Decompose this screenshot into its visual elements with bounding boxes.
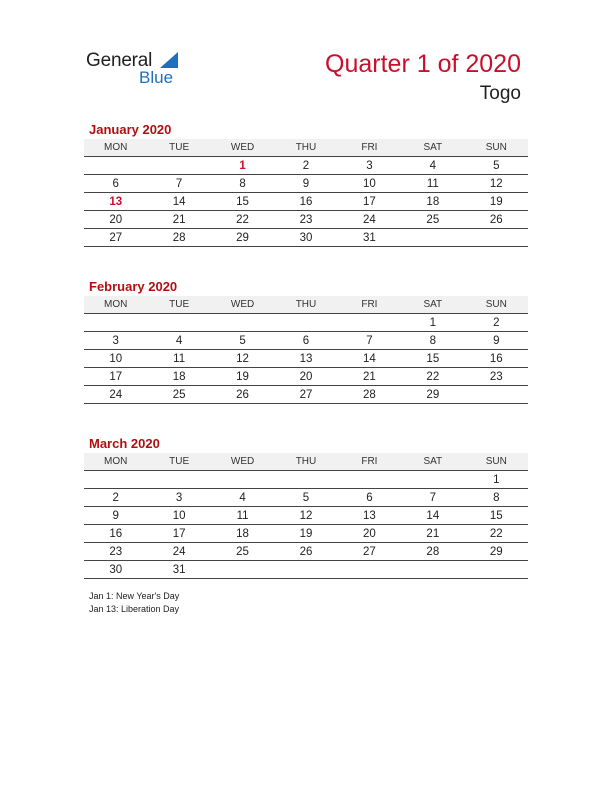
day-cell: 13 (84, 193, 147, 211)
week-row (84, 368, 528, 386)
day-cell: 17 (338, 193, 401, 211)
day-cell: 2 (465, 314, 528, 332)
weekday-header: FRI (338, 139, 401, 157)
day-cell: 15 (401, 350, 464, 368)
day-cell: 26 (465, 211, 528, 229)
empty-day-cell (338, 314, 401, 332)
day-cell: 7 (338, 332, 401, 350)
week-row (84, 332, 528, 350)
day-cell: 18 (147, 368, 210, 386)
day-cell: 3 (338, 157, 401, 175)
week-row (84, 525, 528, 543)
day-cell: 8 (211, 175, 274, 193)
day-cell: 28 (401, 543, 464, 561)
empty-day-cell (274, 471, 337, 489)
day-cell: 19 (465, 193, 528, 211)
day-cell: 21 (147, 211, 210, 229)
empty-day-cell (401, 229, 464, 247)
weekday-header: WED (211, 296, 274, 314)
day-cell: 15 (465, 507, 528, 525)
weekday-header: MON (84, 139, 147, 157)
day-cell: 4 (211, 489, 274, 507)
day-cell: 8 (465, 489, 528, 507)
day-cell: 7 (401, 489, 464, 507)
day-cell: 12 (211, 350, 274, 368)
day-cell: 1 (465, 471, 528, 489)
week-row (84, 229, 528, 247)
day-cell: 4 (147, 332, 210, 350)
day-cell: 24 (84, 386, 147, 404)
weekday-header: TUE (147, 453, 210, 471)
holiday-notes (89, 590, 179, 616)
day-cell: 5 (211, 332, 274, 350)
empty-day-cell (147, 314, 210, 332)
day-cell: 27 (84, 229, 147, 247)
day-cell: 22 (401, 368, 464, 386)
weekday-header: SAT (401, 296, 464, 314)
weekday-header: WED (211, 139, 274, 157)
day-cell: 21 (401, 525, 464, 543)
country-name: Togo (479, 83, 521, 104)
month-title: February 2020 (89, 279, 178, 294)
day-cell: 16 (84, 525, 147, 543)
empty-day-cell (211, 471, 274, 489)
day-cell: 17 (147, 525, 210, 543)
day-cell: 16 (274, 193, 337, 211)
calendar-table (84, 453, 528, 579)
holiday-note: Jan 1: New Year's Day (89, 591, 180, 601)
day-cell: 25 (147, 386, 210, 404)
empty-day-cell (84, 157, 147, 175)
empty-day-cell (465, 561, 528, 579)
empty-day-cell (465, 229, 528, 247)
day-cell: 25 (211, 543, 274, 561)
week-row (84, 175, 528, 193)
day-cell: 18 (401, 193, 464, 211)
week-row (84, 471, 528, 489)
empty-day-cell (274, 561, 337, 579)
month-february (84, 278, 528, 404)
week-row (84, 211, 528, 229)
day-cell: 17 (84, 368, 147, 386)
day-cell: 10 (84, 350, 147, 368)
logo-blue-text: Blue (139, 68, 174, 87)
day-cell: 11 (147, 350, 210, 368)
day-cell: 24 (147, 543, 210, 561)
day-cell: 29 (401, 386, 464, 404)
empty-day-cell (211, 561, 274, 579)
weekday-header: SUN (465, 139, 528, 157)
weekday-header: SUN (465, 453, 528, 471)
day-cell: 23 (274, 211, 337, 229)
day-cell: 10 (338, 175, 401, 193)
empty-day-cell (84, 471, 147, 489)
day-cell: 2 (274, 157, 337, 175)
weekday-header: SUN (465, 296, 528, 314)
day-cell: 20 (84, 211, 147, 229)
day-cell: 23 (84, 543, 147, 561)
day-cell: 12 (274, 507, 337, 525)
weekday-header: TUE (147, 296, 210, 314)
day-cell: 14 (401, 507, 464, 525)
week-row (84, 507, 528, 525)
day-cell: 29 (465, 543, 528, 561)
day-cell: 29 (211, 229, 274, 247)
empty-day-cell (401, 471, 464, 489)
day-cell: 22 (211, 211, 274, 229)
day-cell: 3 (147, 489, 210, 507)
day-cell: 5 (274, 489, 337, 507)
weekday-header: MON (84, 453, 147, 471)
week-row (84, 314, 528, 332)
weekday-header: THU (274, 453, 337, 471)
weekday-header: WED (211, 453, 274, 471)
empty-day-cell (338, 561, 401, 579)
day-cell: 10 (147, 507, 210, 525)
weekday-header: SAT (401, 139, 464, 157)
day-cell: 26 (211, 386, 274, 404)
logo-triangle-icon (160, 52, 178, 68)
day-cell: 15 (211, 193, 274, 211)
day-cell: 2 (84, 489, 147, 507)
day-cell: 30 (274, 229, 337, 247)
weekday-header: TUE (147, 139, 210, 157)
weekday-header: THU (274, 296, 337, 314)
empty-day-cell (401, 561, 464, 579)
week-row (84, 561, 528, 579)
month-january (84, 121, 528, 247)
week-row (84, 350, 528, 368)
day-cell: 26 (274, 543, 337, 561)
empty-day-cell (274, 314, 337, 332)
logo-general-text: General (86, 50, 153, 71)
day-cell: 1 (401, 314, 464, 332)
calendar-table (84, 139, 528, 247)
day-cell: 11 (401, 175, 464, 193)
day-cell: 27 (274, 386, 337, 404)
day-cell: 6 (84, 175, 147, 193)
day-cell: 1 (211, 157, 274, 175)
weekday-header: THU (274, 139, 337, 157)
day-cell: 30 (84, 561, 147, 579)
day-cell: 13 (338, 507, 401, 525)
calendar-table (84, 296, 528, 404)
week-row (84, 386, 528, 404)
month-march (84, 435, 528, 579)
week-row (84, 193, 528, 211)
logo (86, 50, 196, 90)
day-cell: 28 (147, 229, 210, 247)
day-cell: 3 (84, 332, 147, 350)
day-cell: 20 (338, 525, 401, 543)
day-cell: 11 (211, 507, 274, 525)
week-row (84, 157, 528, 175)
week-row (84, 543, 528, 561)
weekday-header: FRI (338, 453, 401, 471)
day-cell: 8 (401, 332, 464, 350)
day-cell: 24 (338, 211, 401, 229)
day-cell: 14 (338, 350, 401, 368)
day-cell: 4 (401, 157, 464, 175)
day-cell: 27 (338, 543, 401, 561)
day-cell: 9 (84, 507, 147, 525)
day-cell: 9 (274, 175, 337, 193)
month-title: March 2020 (89, 436, 160, 451)
day-cell: 18 (211, 525, 274, 543)
day-cell: 21 (338, 368, 401, 386)
day-cell: 22 (465, 525, 528, 543)
empty-day-cell (465, 386, 528, 404)
day-cell: 6 (338, 489, 401, 507)
page-title: Quarter 1 of 2020 (325, 50, 521, 78)
month-title: January 2020 (89, 122, 172, 137)
empty-day-cell (147, 471, 210, 489)
day-cell: 19 (211, 368, 274, 386)
day-cell: 20 (274, 368, 337, 386)
day-cell: 23 (465, 368, 528, 386)
weekday-header: FRI (338, 296, 401, 314)
day-cell: 14 (147, 193, 210, 211)
day-cell: 9 (465, 332, 528, 350)
day-cell: 31 (338, 229, 401, 247)
empty-day-cell (147, 157, 210, 175)
weekday-header: MON (84, 296, 147, 314)
day-cell: 13 (274, 350, 337, 368)
empty-day-cell (211, 314, 274, 332)
empty-day-cell (338, 471, 401, 489)
day-cell: 25 (401, 211, 464, 229)
empty-day-cell (84, 314, 147, 332)
day-cell: 31 (147, 561, 210, 579)
day-cell: 5 (465, 157, 528, 175)
day-cell: 28 (338, 386, 401, 404)
week-row (84, 489, 528, 507)
day-cell: 6 (274, 332, 337, 350)
day-cell: 16 (465, 350, 528, 368)
weekday-header: SAT (401, 453, 464, 471)
holiday-note: Jan 13: Liberation Day (89, 604, 180, 614)
day-cell: 19 (274, 525, 337, 543)
day-cell: 7 (147, 175, 210, 193)
day-cell: 12 (465, 175, 528, 193)
